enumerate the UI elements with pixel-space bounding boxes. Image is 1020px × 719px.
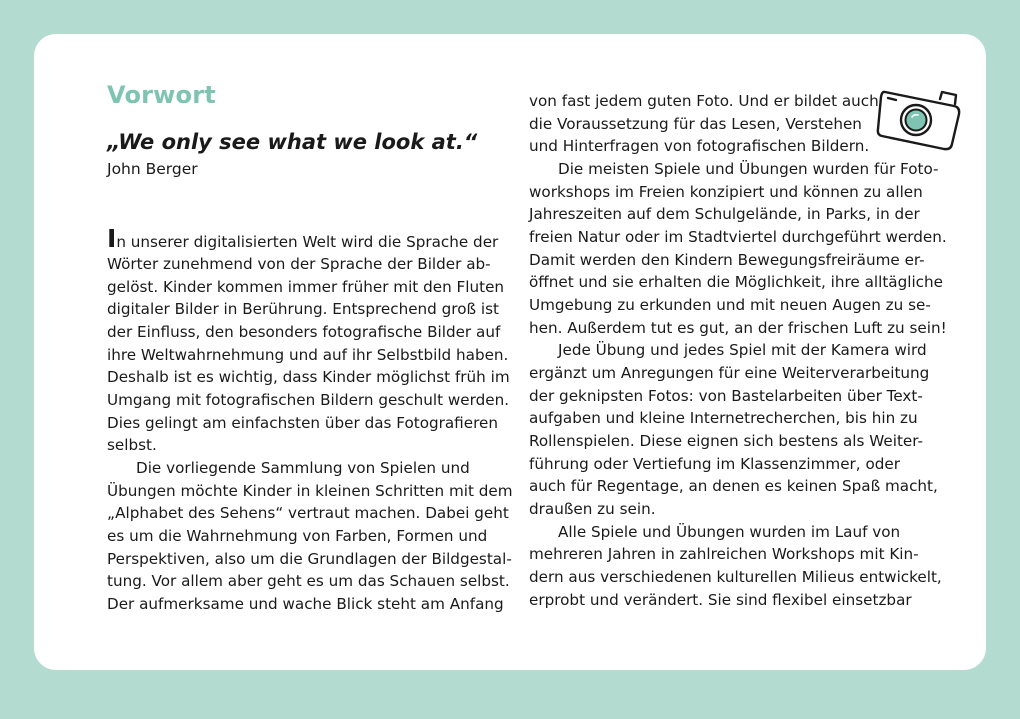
text-line: Übungen möchte Kinder in kleinen Schritten mit dem [107,482,513,500]
text-line: Umgang mit fotografischen Bildern geschult werden. [107,391,510,409]
text-line: ihre Weltwahrnehmung und auf ihr Selbstbild haben. [107,346,509,364]
text-line: draußen zu sein. [529,500,656,518]
camera-icon [876,78,966,154]
epigraph-author: John Berger [107,160,198,178]
text-line: Umgebung zu erkunden und mit neuen Augen zu se- [529,296,931,314]
text-line: erprobt und verändert. Sie sind flexibel einsetzbar [529,591,912,609]
text-line [107,226,498,254]
text-line: der geknipsten Fotos: von Bastelarbeiten über Text- [529,387,923,405]
drop-cap: I [107,224,117,253]
text-line: Jede Übung und jedes Spiel mit der Kamera wird [558,341,927,359]
text-line: Der aufmerksame und wache Blick steht am Anfang [107,595,504,613]
text-line: Dies gelingt am einfachsten über das Fotografieren [107,414,498,432]
text-line: gelöst. Kinder kommen immer früher mit den Fluten [107,278,505,296]
text-line: tung. Vor allem aber geht es um das Schauen selbst. [107,572,510,590]
text-line: hen. Außerdem tut es gut, an der frischen Luft zu sein! [529,319,947,337]
text-line: der Einfluss, den besonders fotografische Bilder auf [107,323,501,341]
text-line: Die meisten Spiele und Übungen wurden für Foto- [558,160,939,178]
text-line: Rollenspielen. Diese eignen sich bestens als Weiter- [529,432,924,450]
text-line: und Hinterfragen von fotografischen Bildern. [529,137,870,155]
text-line: auch für Regentage, an denen es keinen Spaß macht, [529,477,938,495]
text-line: „Alphabet des Sehens“ vertraut machen. Dabei geht [107,504,509,522]
text-line: aufgaben und kleine Internetrecherchen, bis hin zu [529,409,918,427]
text-line: ergänzt um Anregungen für eine Weiterverarbeitung [529,364,930,382]
text-line: Perspektiven, also um die Grundlagen der Bildgestal- [107,550,512,568]
text-line: Jahreszeiten auf dem Schulgelände, in Parks, in der [529,205,920,223]
page-heading: Vorwort [107,81,216,109]
text-line: Wörter zunehmend von der Sprache der Bilder ab- [107,255,491,273]
text-line: dern aus verschiedenen kulturellen Milieus entwickelt, [529,568,942,586]
epigraph-quote: „We only see what we look at.“ [107,130,478,154]
text-line: Die vorliegende Sammlung von Spielen und [136,459,470,477]
text-line: Alle Spiele und Übungen wurden im Lauf von [558,523,901,541]
text-line: mehreren Jahren in zahlreichen Workshops mit Kin- [529,545,919,563]
text-line: öffnet und sie erhalten die Möglichkeit, ihre alltägliche [529,273,943,291]
text-line: selbst. [107,436,157,454]
text-line: führung oder Vertiefung im Klassenzimmer, oder [529,455,900,473]
text-line: es um die Wahrnehmung von Farben, Formen und [107,527,488,545]
page-card [34,34,986,670]
text-line: Deshalb ist es wichtig, dass Kinder möglichst früh im [107,368,510,386]
text-line: digitaler Bilder in Berührung. Entsprechend groß ist [107,300,499,318]
text-line: Damit werden den Kindern Bewegungsfreiräume er- [529,251,925,269]
text-line: die Voraussetzung für das Lesen, Verstehen [529,115,862,133]
text-line: freien Natur oder im Stadtviertel durchgeführt werden. [529,228,947,246]
text-line: von fast jedem guten Foto. Und er bildet auch [529,92,879,110]
text-line-content: n unserer digitalisierten Welt wird die Sprache der [116,233,499,251]
text-line: workshops im Freien konzipiert und können zu allen [529,183,923,201]
